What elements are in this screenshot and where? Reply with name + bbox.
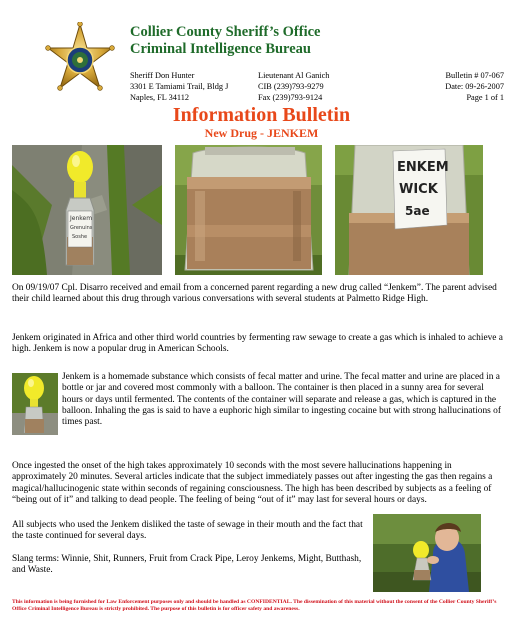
cib-phone: CIB (239)793-9279 [258,82,324,91]
paragraph-slang: Slang terms: Winnie, Shit, Runners, Fruit from Crack Pipe, Leroy Jenkems, Might, Butthash, and Waste. [12,554,362,576]
agency-line2: Criminal Intelligence Bureau [130,41,311,57]
page-number: Page 1 of 1 [466,93,504,102]
bulletin-title: Information Bulletin [172,104,351,126]
sheriff-star-badge-icon [42,22,118,98]
lieutenant-name: Lieutenant Al Ganich [258,71,330,80]
svg-text:Grenuins: Grenuins [70,225,93,231]
bulletin-date: Date: 09-26-2007 [445,82,504,91]
address-line1: 3301 E Tamiami Trail, Bldg J [130,82,229,91]
photo1-label-text: Jenkem [70,215,93,222]
sheriff-contact [130,70,260,103]
paragraph-substance: Jenkem is a homemade substance which consists of fecal matter and urine. The fecal matter and urine are placed in a bottle or jar and covered most commonly with a balloon. The container is then placed in a sunny area for several hours or days until fermented. The contents of the container will separate and release a gas, which is captured in the balloon. Inhaling the gas is said to have a euphoric high similar to ingesting cocaine but with strong hallucinations of times past. [62,372,501,428]
fax-number: Fax (239)793-9124 [258,93,323,102]
photo-bottle-balloon-sidewalk [12,145,162,275]
svg-text:Soshe: Soshe [72,234,88,240]
address-line2: Naples, FL 34112 [130,93,190,102]
photo-bottle-liquid-closeup [175,145,322,275]
bulletin-meta [384,70,504,103]
sheriff-name: Sheriff Don Hunter [130,71,195,80]
agency-line1: Collier County Sheriff’s Office [130,24,321,40]
bulletin-subtitle: New Drug - JENKEM [204,126,319,140]
paragraph-taste: All subjects who used the Jenkem disliked the taste of sewage in their mouth and the fact that the taste continued for several days. [12,520,363,542]
bulletin-number: Bulletin # 07-067 [445,71,504,80]
paragraph-report: On 09/19/07 Cpl. Disarro received and email from a concerned parent regarding a new drug called “Jenkem”. The parent advised their child learned about this drug through various conversations with several students at Palmetto Ridge High. [12,283,497,305]
confidentiality-notice: This information is being furnished for Law Enforcement purposes only and should be handled as CONFIDENTIAL. The dissemination of this material without the consent of the Collier County Sheriff’s Office Criminal Intelligence Bureau is strictly prohibited. The purpose of this bulletin is for officer safety and awareness. [12,599,497,612]
lieutenant-contact [258,70,378,103]
svg-text:WICK: WICK [399,182,438,197]
paragraph-origin: Jenkem originated in Africa and other third world countries by fermenting raw sewage to create a gas which is inhaled to achieve a high. Jenkem is now a popular drug in American Schools. [12,333,503,355]
photo-person-inhaling [373,514,481,592]
svg-text:ENKEM: ENKEM [397,160,449,175]
photo-bottle-label [335,145,483,275]
paragraph-effects: Once ingested the onset of the high takes approximately 10 seconds with the most severe hallucinations happening in approximately 20 minutes. Several articles indicate that the subject immediately passes out after ingesting the gas then regains a magical/hallucinogenic state within seconds of regaining consciousness. The high has been described by subjects as a feeling of “being out of it” and talking to dead people. The feeling of being “out of it” may last for several hours or days. [12,461,493,505]
agency-name [130,24,430,58]
svg-text:5ae: 5ae [405,204,430,218]
photo-balloon-bottle-small [12,373,58,435]
